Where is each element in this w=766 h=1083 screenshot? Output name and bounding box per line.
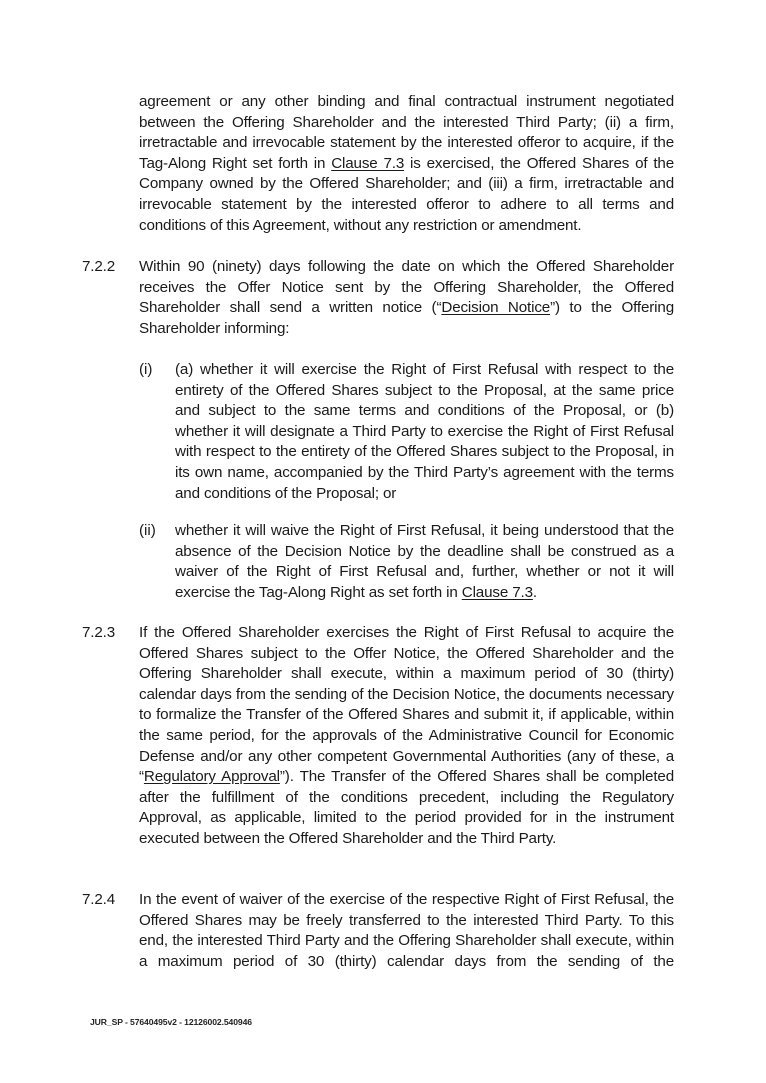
item-label-i: (i) (139, 361, 153, 378)
item-ii-text-1: whether it will waive the Right of First Refusal, it being understood that the absence of the Decision Notice by the deadline shall be construed as a waiver of the Right of First Refusal and, further, whether or not it will exercise the Tag-Along Right as set forth in (175, 522, 674, 601)
document-footer-reference: JUR_SP - 57640495v2 - 12126002.540946 (90, 1017, 252, 1027)
item-ii-paragraph (175, 521, 674, 603)
decision-notice-term: Decision Notice (441, 299, 551, 317)
continuation-text-1: agreement or any other binding and final contractual instrument negotiated between the Offering Shareholder and the interested Third Party; (ii) a firm, irretractable and irrevocable statement by the interested offeror to acquire, if the Tag-Along Right set forth in (139, 93, 674, 172)
section-number-7-2-2: 7.2.2 (82, 258, 116, 275)
section-7-2-2-text-2: ”) to the Offering Shareholder informing: (139, 299, 674, 337)
section-number-7-2-3: 7.2.3 (82, 624, 116, 641)
continuation-paragraph (139, 92, 674, 236)
section-7-2-2-text-1: Within 90 (ninety) days following the date on which the Offered Shareholder receives the Offer Notice sent by the Offering Shareholder, the Offered Shareholder shall send a written notice (“ (139, 258, 674, 317)
section-7-2-3-text-1: If the Offered Shareholder exercises the Right of First Refusal to acquire the Offered Shares subject to the Offer Notice, the Offered Shareholder and the Offering Shareholder shall execute, within a maximum period of 30 (thirty) calendar days from the sending of the Decision Notice, the documents necessary to formalize the Transfer of the Offered Shares and submit it, if applicable, within the same period, for the approvals of the Administrative Council for Economic Defense and/or any other competent Governmental Authorities (any of these, a “ (139, 624, 674, 786)
section-number-7-2-4: 7.2.4 (82, 891, 116, 908)
section-7-2-3-paragraph (139, 623, 674, 850)
item-label-ii: (ii) (139, 522, 156, 539)
section-7-2-4-paragraph: In the event of waiver of the exercise of the respective Right of First Refusal, the Offered Shares may be freely transferred to the interested Third Party. To this end, the interested Third Party and the Offering Shareholder shall execute, within a maximum period of 30 (thirty) calendar days from the sending of the (139, 891, 674, 970)
item-i-paragraph: (a) whether it will exercise the Right of First Refusal with respect to the entirety of the Offered Shares subject to the Proposal, at the same price and subject to the same terms and conditions of the Proposal, or (b) whether it will designate a Third Party to exercise the Right of First Refusal with respect to the entirety of the Offered Shares subject to the Proposal, in its own name, accompanied by the Third Party’s agreement with the terms and conditions of the Proposal; or (175, 361, 674, 502)
clause-7-3-reference: Clause 7.3 (331, 154, 405, 172)
section-7-2-2-paragraph (139, 257, 674, 339)
clause-7-3-reference: Clause 7.3 (461, 583, 533, 601)
continuation-text-2: is exercised, the Offered Shares of the Company owned by the Offered Shareholder; and (iii) a firm, irretractable and irrevocable statement by the interested offeror to adhere to all terms and conditions of this Agreement, without any restriction or amendment. (139, 154, 674, 234)
regulatory-approval-term: Regulatory Approval (143, 768, 280, 786)
section-7-2-3-text-2: ”). The Transfer of the Offered Shares shall be completed after the fulfillment of the conditions precedent, including the Regulatory Approval, as applicable, limited to the period provided for in the instrument executed between the Offered Shareholder and the Third Party. (139, 768, 674, 847)
item-ii-text-2: . (532, 583, 537, 601)
